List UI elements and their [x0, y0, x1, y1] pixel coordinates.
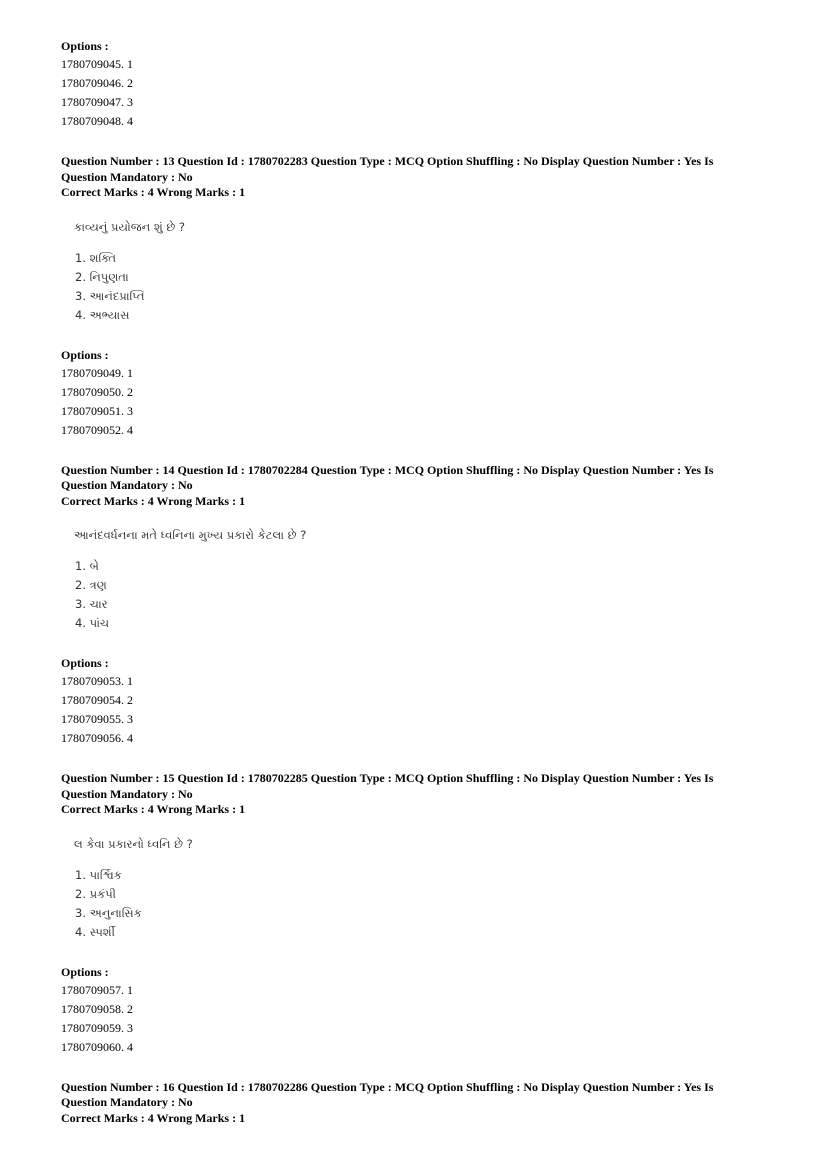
question-text: કાવ્યનું પ્રયોજન શું છે ? [74, 219, 186, 234]
option-id: 1780709055. 3 [61, 712, 133, 726]
option-id: 1780709052. 4 [61, 422, 133, 437]
option-id: 1780709056. 4 [61, 731, 133, 745]
question-block-16 [61, 1080, 761, 1127]
answer-choice: 4. અભ્યાસ [75, 307, 130, 322]
option-id: 1780709046. 2 [61, 76, 133, 90]
options-list [61, 672, 761, 748]
question-block [61, 154, 761, 440]
options-section [61, 37, 761, 131]
answer-choices [75, 249, 761, 325]
option-id: 1780709048. 4 [61, 114, 133, 128]
options-label: Options : [61, 39, 109, 53]
options-section [61, 963, 761, 1057]
question-marks: Correct Marks : 4 Wrong Marks : 1 [61, 1110, 246, 1125]
answer-choice: 3. અનુનાસિક [75, 905, 142, 920]
question-header [61, 771, 761, 818]
question-marks: Correct Marks : 4 Wrong Marks : 1 [61, 493, 246, 508]
answer-choice: 1. શક્તિ [75, 250, 116, 265]
question-mandatory: Question Mandatory : No [61, 169, 193, 184]
answer-choice: 4. સ્પર્શી [75, 924, 115, 939]
option-id: 1780709050. 2 [61, 384, 133, 399]
question-marks: Correct Marks : 4 Wrong Marks : 1 [61, 185, 246, 199]
question-header [61, 463, 761, 510]
question-meta: Question Number : 14 Question Id : 1780702284 Question Type : MCQ Option Shuffling : No Display Question Number : Yes Is [61, 462, 714, 477]
question-text: આનંદવર્ધનના મતે ધ્વનિના મુખ્ય પ્રકારો કેટલા છે ? [74, 528, 307, 542]
question-header [61, 1080, 761, 1127]
option-id: 1780709051. 3 [61, 403, 133, 418]
option-id: 1780709059. 3 [61, 1020, 133, 1035]
question-header [61, 154, 761, 201]
question-meta: Question Number : 13 Question Id : 1780702283 Question Type : MCQ Option Shuffling : No Display Question Number : Yes Is [61, 154, 714, 168]
answer-choice: 1. પાર્શ્વિક [75, 867, 122, 882]
options-section [61, 654, 761, 748]
option-id: 1780709060. 4 [61, 1039, 133, 1054]
option-id: 1780709054. 2 [61, 693, 133, 707]
answer-choice: 3. આનંદપ્રાપ્તિ [75, 288, 145, 303]
question-block [61, 463, 761, 749]
option-id: 1780709053. 1 [61, 674, 133, 688]
options-section [61, 346, 761, 440]
question-marks: Correct Marks : 4 Wrong Marks : 1 [61, 802, 246, 816]
answer-choice: 2. પ્રકંપી [75, 886, 116, 901]
question-mandatory: Question Mandatory : No [61, 1095, 193, 1109]
options-label: Options : [61, 347, 109, 362]
option-id: 1780709049. 1 [61, 365, 133, 380]
question-text: લ કેવા પ્રકારનો ધ્વનિ છે ? [74, 836, 193, 851]
answer-choices [75, 557, 761, 633]
options-label: Options : [61, 964, 109, 979]
question-block [61, 771, 761, 1057]
option-id: 1780709057. 1 [61, 982, 133, 997]
answer-choice: 2. નિપુણતા [75, 269, 129, 284]
answer-choice: 1. બે [75, 559, 99, 573]
answer-choice: 3. ચાર [75, 597, 108, 611]
option-id: 1780709058. 2 [61, 1001, 133, 1016]
document-page [61, 37, 761, 1126]
options-list [61, 981, 761, 1057]
question-mandatory: Question Mandatory : No [61, 478, 193, 492]
question-meta: Question Number : 16 Question Id : 1780702286 Question Type : MCQ Option Shuffling : No Display Question Number : Yes Is [61, 1079, 714, 1094]
option-id: 1780709045. 1 [61, 57, 133, 71]
option-id: 1780709047. 3 [61, 95, 133, 109]
options-label: Options : [61, 656, 109, 670]
answer-choice: 4. પાંચ [75, 616, 110, 630]
question-mandatory: Question Mandatory : No [61, 786, 193, 801]
question-meta: Question Number : 15 Question Id : 1780702285 Question Type : MCQ Option Shuffling : No Display Question Number : Yes Is [61, 771, 714, 785]
answer-choice: 2. ત્રણ [75, 578, 107, 592]
answer-choices [75, 866, 761, 942]
options-list [61, 55, 761, 131]
options-list [61, 364, 761, 440]
